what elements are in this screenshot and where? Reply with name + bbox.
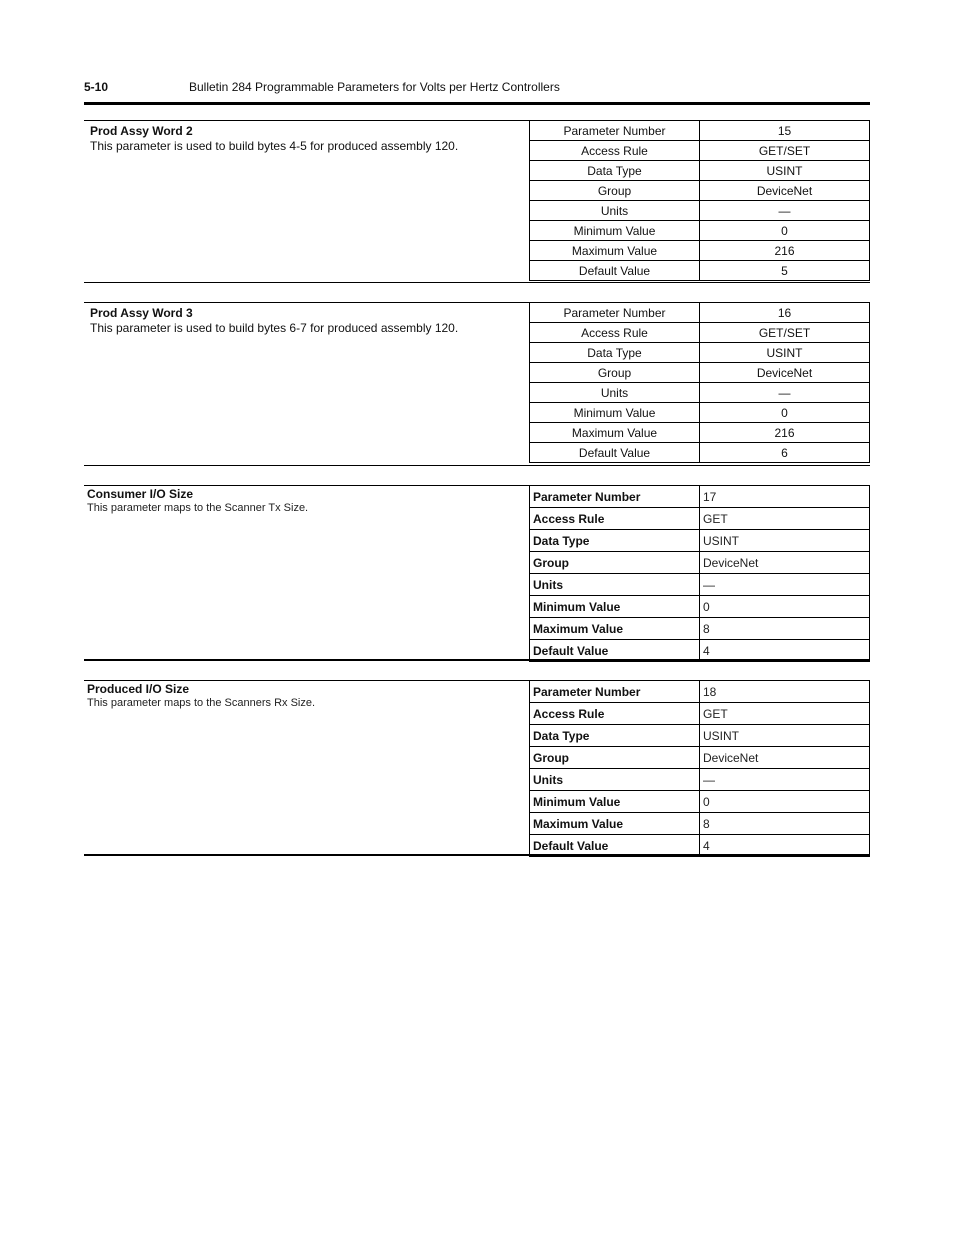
row-key: Access Rule [530, 508, 700, 530]
row-value: 4 [700, 640, 870, 662]
row-key: Minimum Value [530, 596, 700, 618]
row-value: 8 [700, 618, 870, 640]
row-value: 0 [700, 596, 870, 618]
table-row [530, 303, 870, 323]
table-row [530, 813, 870, 835]
row-key: Default Value [530, 261, 700, 281]
row-value: USINT [700, 161, 870, 181]
row-key: Maximum Value [530, 813, 700, 835]
row-key: Default Value [530, 835, 700, 857]
row-key: Parameter Number [530, 121, 700, 141]
row-key: Parameter Number [530, 486, 700, 508]
row-value: 17 [700, 486, 870, 508]
row-value: DeviceNet [700, 181, 870, 201]
parameter-table [529, 120, 870, 281]
parameter-table [529, 680, 870, 857]
parameter-name: Prod Assy Word 2 [90, 124, 193, 138]
block-bottom-rule [84, 659, 870, 661]
row-value: 0 [700, 221, 870, 241]
row-key: Units [530, 769, 700, 791]
parameter-name: Produced I/O Size [87, 682, 190, 696]
row-value: GET [700, 508, 870, 530]
table-row [530, 703, 870, 725]
parameter-block-prod-assy-word-2 [84, 120, 870, 283]
block-bottom-rule [84, 465, 870, 466]
table-row [530, 791, 870, 813]
row-key: Default Value [530, 640, 700, 662]
row-value: 216 [700, 241, 870, 261]
row-value: 8 [700, 813, 870, 835]
table-row [530, 261, 870, 281]
table-row [530, 141, 870, 161]
row-value: 216 [700, 423, 870, 443]
row-key: Units [530, 383, 700, 403]
row-value: — [700, 574, 870, 596]
row-key: Default Value [530, 443, 700, 463]
row-key: Group [530, 363, 700, 383]
row-key: Group [530, 181, 700, 201]
row-key: Data Type [530, 725, 700, 747]
table-row [530, 530, 870, 552]
table-row [530, 201, 870, 221]
row-value: 5 [700, 261, 870, 281]
row-key: Group [530, 552, 700, 574]
row-key: Access Rule [530, 323, 700, 343]
table-row [530, 725, 870, 747]
row-key: Units [530, 201, 700, 221]
row-value: GET/SET [700, 323, 870, 343]
table-row [530, 552, 870, 574]
parameter-description-area [90, 124, 458, 154]
parameter-table [529, 485, 870, 662]
table-row [530, 596, 870, 618]
row-key: Access Rule [530, 141, 700, 161]
row-value: GET [700, 703, 870, 725]
parameter-block-consumer-io-size [84, 485, 870, 661]
table-row [530, 181, 870, 201]
parameter-name: Consumer I/O Size [87, 487, 194, 501]
parameter-table [529, 302, 870, 463]
row-key: Maximum Value [530, 618, 700, 640]
row-value: GET/SET [700, 141, 870, 161]
row-key: Data Type [530, 530, 700, 552]
table-row [530, 403, 870, 423]
row-value: — [700, 201, 870, 221]
table-row [530, 747, 870, 769]
row-key: Data Type [530, 161, 700, 181]
parameter-description: This parameter maps to the Scanner Tx Size. [87, 502, 309, 514]
parameter-description-area [87, 487, 308, 515]
row-key: Maximum Value [530, 241, 700, 261]
parameter-block-produced-io-size [84, 680, 870, 856]
row-value: — [700, 383, 870, 403]
row-key: Group [530, 747, 700, 769]
row-value: — [700, 769, 870, 791]
page-header [84, 80, 870, 102]
row-value: 0 [700, 403, 870, 423]
table-row [530, 769, 870, 791]
row-key: Parameter Number [530, 303, 700, 323]
row-value: 0 [700, 791, 870, 813]
row-key: Parameter Number [530, 681, 700, 703]
table-row [530, 241, 870, 261]
row-key: Minimum Value [530, 221, 700, 241]
header-rule [84, 102, 870, 105]
row-value: 15 [700, 121, 870, 141]
row-key: Access Rule [530, 703, 700, 725]
table-row [530, 443, 870, 463]
page-number: 5-10 [84, 80, 109, 94]
row-value: 4 [700, 835, 870, 857]
parameter-description-area [87, 682, 315, 710]
parameter-description-area [90, 306, 458, 336]
table-row [530, 121, 870, 141]
parameter-description: This parameter is used to build bytes 6-7 for produced assembly 120. [90, 321, 459, 335]
table-row [530, 618, 870, 640]
table-row [530, 323, 870, 343]
running-title: Bulletin 284 Programmable Parameters for Volts per Hertz Controllers [189, 80, 560, 94]
row-key: Minimum Value [530, 791, 700, 813]
parameter-block-prod-assy-word-3 [84, 302, 870, 466]
parameter-description: This parameter maps to the Scanners Rx Size. [87, 697, 316, 709]
row-value: 6 [700, 443, 870, 463]
row-key: Maximum Value [530, 423, 700, 443]
table-row [530, 508, 870, 530]
row-key: Data Type [530, 343, 700, 363]
row-value: 18 [700, 681, 870, 703]
row-key: Units [530, 574, 700, 596]
row-value: DeviceNet [700, 747, 870, 769]
row-value: USINT [700, 725, 870, 747]
row-key: Minimum Value [530, 403, 700, 423]
table-row [530, 343, 870, 363]
row-value: 16 [700, 303, 870, 323]
table-row [530, 574, 870, 596]
row-value: USINT [700, 343, 870, 363]
block-bottom-rule [84, 854, 870, 856]
row-value: USINT [700, 530, 870, 552]
table-row [530, 161, 870, 181]
table-row [530, 681, 870, 703]
row-value: DeviceNet [700, 552, 870, 574]
block-bottom-rule [84, 282, 870, 283]
table-row [530, 486, 870, 508]
row-value: DeviceNet [700, 363, 870, 383]
table-row [530, 383, 870, 403]
table-row [530, 423, 870, 443]
table-row [530, 221, 870, 241]
parameter-name: Prod Assy Word 3 [90, 306, 193, 320]
parameter-description: This parameter is used to build bytes 4-5 for produced assembly 120. [90, 139, 459, 153]
table-row [530, 363, 870, 383]
